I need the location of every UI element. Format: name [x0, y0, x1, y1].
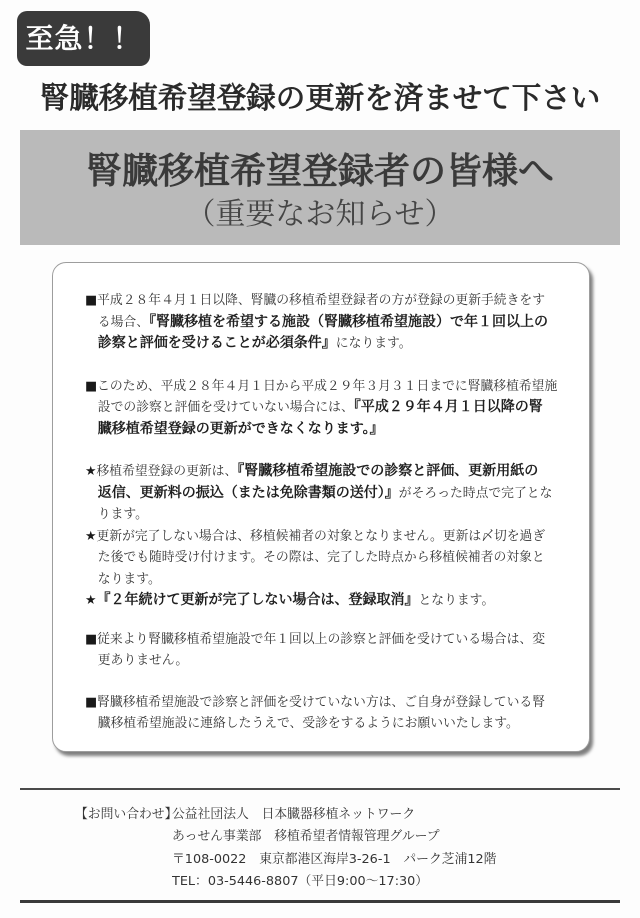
notice-text: 設での診察と評価を受けていない場合には、 — [97, 400, 354, 415]
notice-line — [85, 376, 580, 398]
notice-line — [85, 629, 580, 651]
notice-line — [85, 312, 580, 334]
notice-item — [85, 692, 589, 735]
notice-banner — [20, 130, 620, 245]
star-bullet-icon: ★ — [85, 528, 97, 544]
notice-item — [85, 461, 589, 526]
notice-text: なります。 — [97, 571, 161, 587]
notice-text: た後でも随時受け付けます。その際は、完了した時点から移植候補者の対象と — [97, 550, 545, 565]
notice-text: 更新が完了しない場合は、移植候補者の対象となりません。更新は〆切を過ぎ — [96, 528, 546, 544]
notice-line — [85, 650, 580, 672]
square-bullet-icon: ■ — [85, 694, 98, 710]
notice-line — [85, 692, 580, 714]
notice-text: る場合、 — [97, 314, 149, 330]
notice-text: となります。 — [418, 593, 495, 608]
notice-text: 従来より腎臓移植希望施設で年１回以上の診察と評価を受けている場合は、変 — [97, 631, 545, 647]
banner-subtitle: （重要なお知らせ） — [185, 197, 455, 232]
page-headline: 腎臓移植希望登録の更新を済ませて下さい — [39, 81, 601, 115]
notice-line — [85, 526, 580, 548]
emphasized-text: 返信、更新料の振込（または免除書類の送付）』 — [97, 484, 399, 501]
contact-phone: TEL：03-5446-8807（平日9:00〜17:30） — [172, 873, 429, 889]
contact-department: あっせん事業部 移植希望者情報管理グループ — [172, 829, 440, 845]
emphasized-text: 『平成２９年４月１日以降の腎 — [353, 399, 543, 415]
star-bullet-icon: ★ — [85, 593, 97, 608]
notice-line — [85, 569, 580, 591]
notice-item — [85, 290, 589, 355]
notice-text: になります。 — [335, 336, 412, 351]
contact-info — [75, 804, 595, 894]
notice-text: 臓移植希望施設に連絡したうえで、受診をするようにお願いいたします。 — [97, 716, 519, 731]
notice-line — [85, 504, 580, 526]
contact-organization: 公益社団法人 日本臓器移植ネットワーク — [172, 807, 416, 822]
notice-text: がそろった時点で完了とな — [398, 485, 553, 501]
notice-line — [85, 547, 580, 569]
emphasized-text: 『２年続けて更新が完了しない場合は、登録取消』 — [96, 592, 419, 608]
notice-text: 移植希望登録の更新は、 — [96, 464, 238, 479]
notice-text: 腎臓移植希望施設で診察と評価を受けていない方は、ご自身が登録している腎 — [97, 694, 545, 710]
notice-text: このため、平成２８年４月１日から平成２９年３月３１日までに腎臓移植希望施 — [97, 378, 558, 394]
square-bullet-icon: ■ — [85, 631, 98, 647]
divider-bottom — [20, 900, 620, 903]
notice-line — [85, 713, 580, 735]
square-bullet-icon: ■ — [85, 293, 98, 308]
notice-line — [85, 419, 580, 441]
notice-item — [85, 526, 589, 591]
notice-card — [52, 262, 590, 752]
notice-line — [85, 333, 580, 355]
divider-top — [20, 788, 620, 790]
emphasized-text: 診察と評価を受けることが必須条件』 — [97, 335, 336, 351]
notice-text: 更ありません。 — [97, 653, 189, 668]
notice-text: ります。 — [97, 507, 148, 522]
emphasized-text: 臓移植希望登録の更新ができなくなります。』 — [97, 420, 384, 437]
notice-text: 平成２８年４月１日以降、腎臓の移植希望登録者の方が登録の更新手続きをす — [97, 293, 545, 308]
notice-item — [85, 629, 589, 672]
contact-address: 〒108-0022 東京都港区海岸3-26-1 パーク芝浦12階 — [172, 851, 497, 867]
star-bullet-icon: ★ — [85, 464, 97, 479]
square-bullet-icon: ■ — [85, 378, 98, 394]
notice-line — [85, 290, 580, 312]
contact-lines — [172, 804, 592, 893]
notice-item — [85, 376, 589, 441]
banner-title: 腎臓移植希望登録者の皆様へ — [85, 151, 554, 192]
notice-line — [85, 397, 580, 419]
notice-line — [85, 483, 580, 505]
emphasized-text: 『腎臓移植を希望する施設（腎臓移植希望施設）で年１回以上の — [148, 313, 548, 330]
emphasized-text: 『腎臓移植希望施設での診察と評価、更新用紙の — [237, 463, 539, 479]
notice-item — [85, 590, 589, 612]
notice-line — [85, 590, 580, 612]
urgent-badge: 至急！！ — [17, 11, 150, 66]
notice-line — [85, 461, 580, 483]
contact-label: 【お問い合わせ】 — [75, 807, 178, 822]
